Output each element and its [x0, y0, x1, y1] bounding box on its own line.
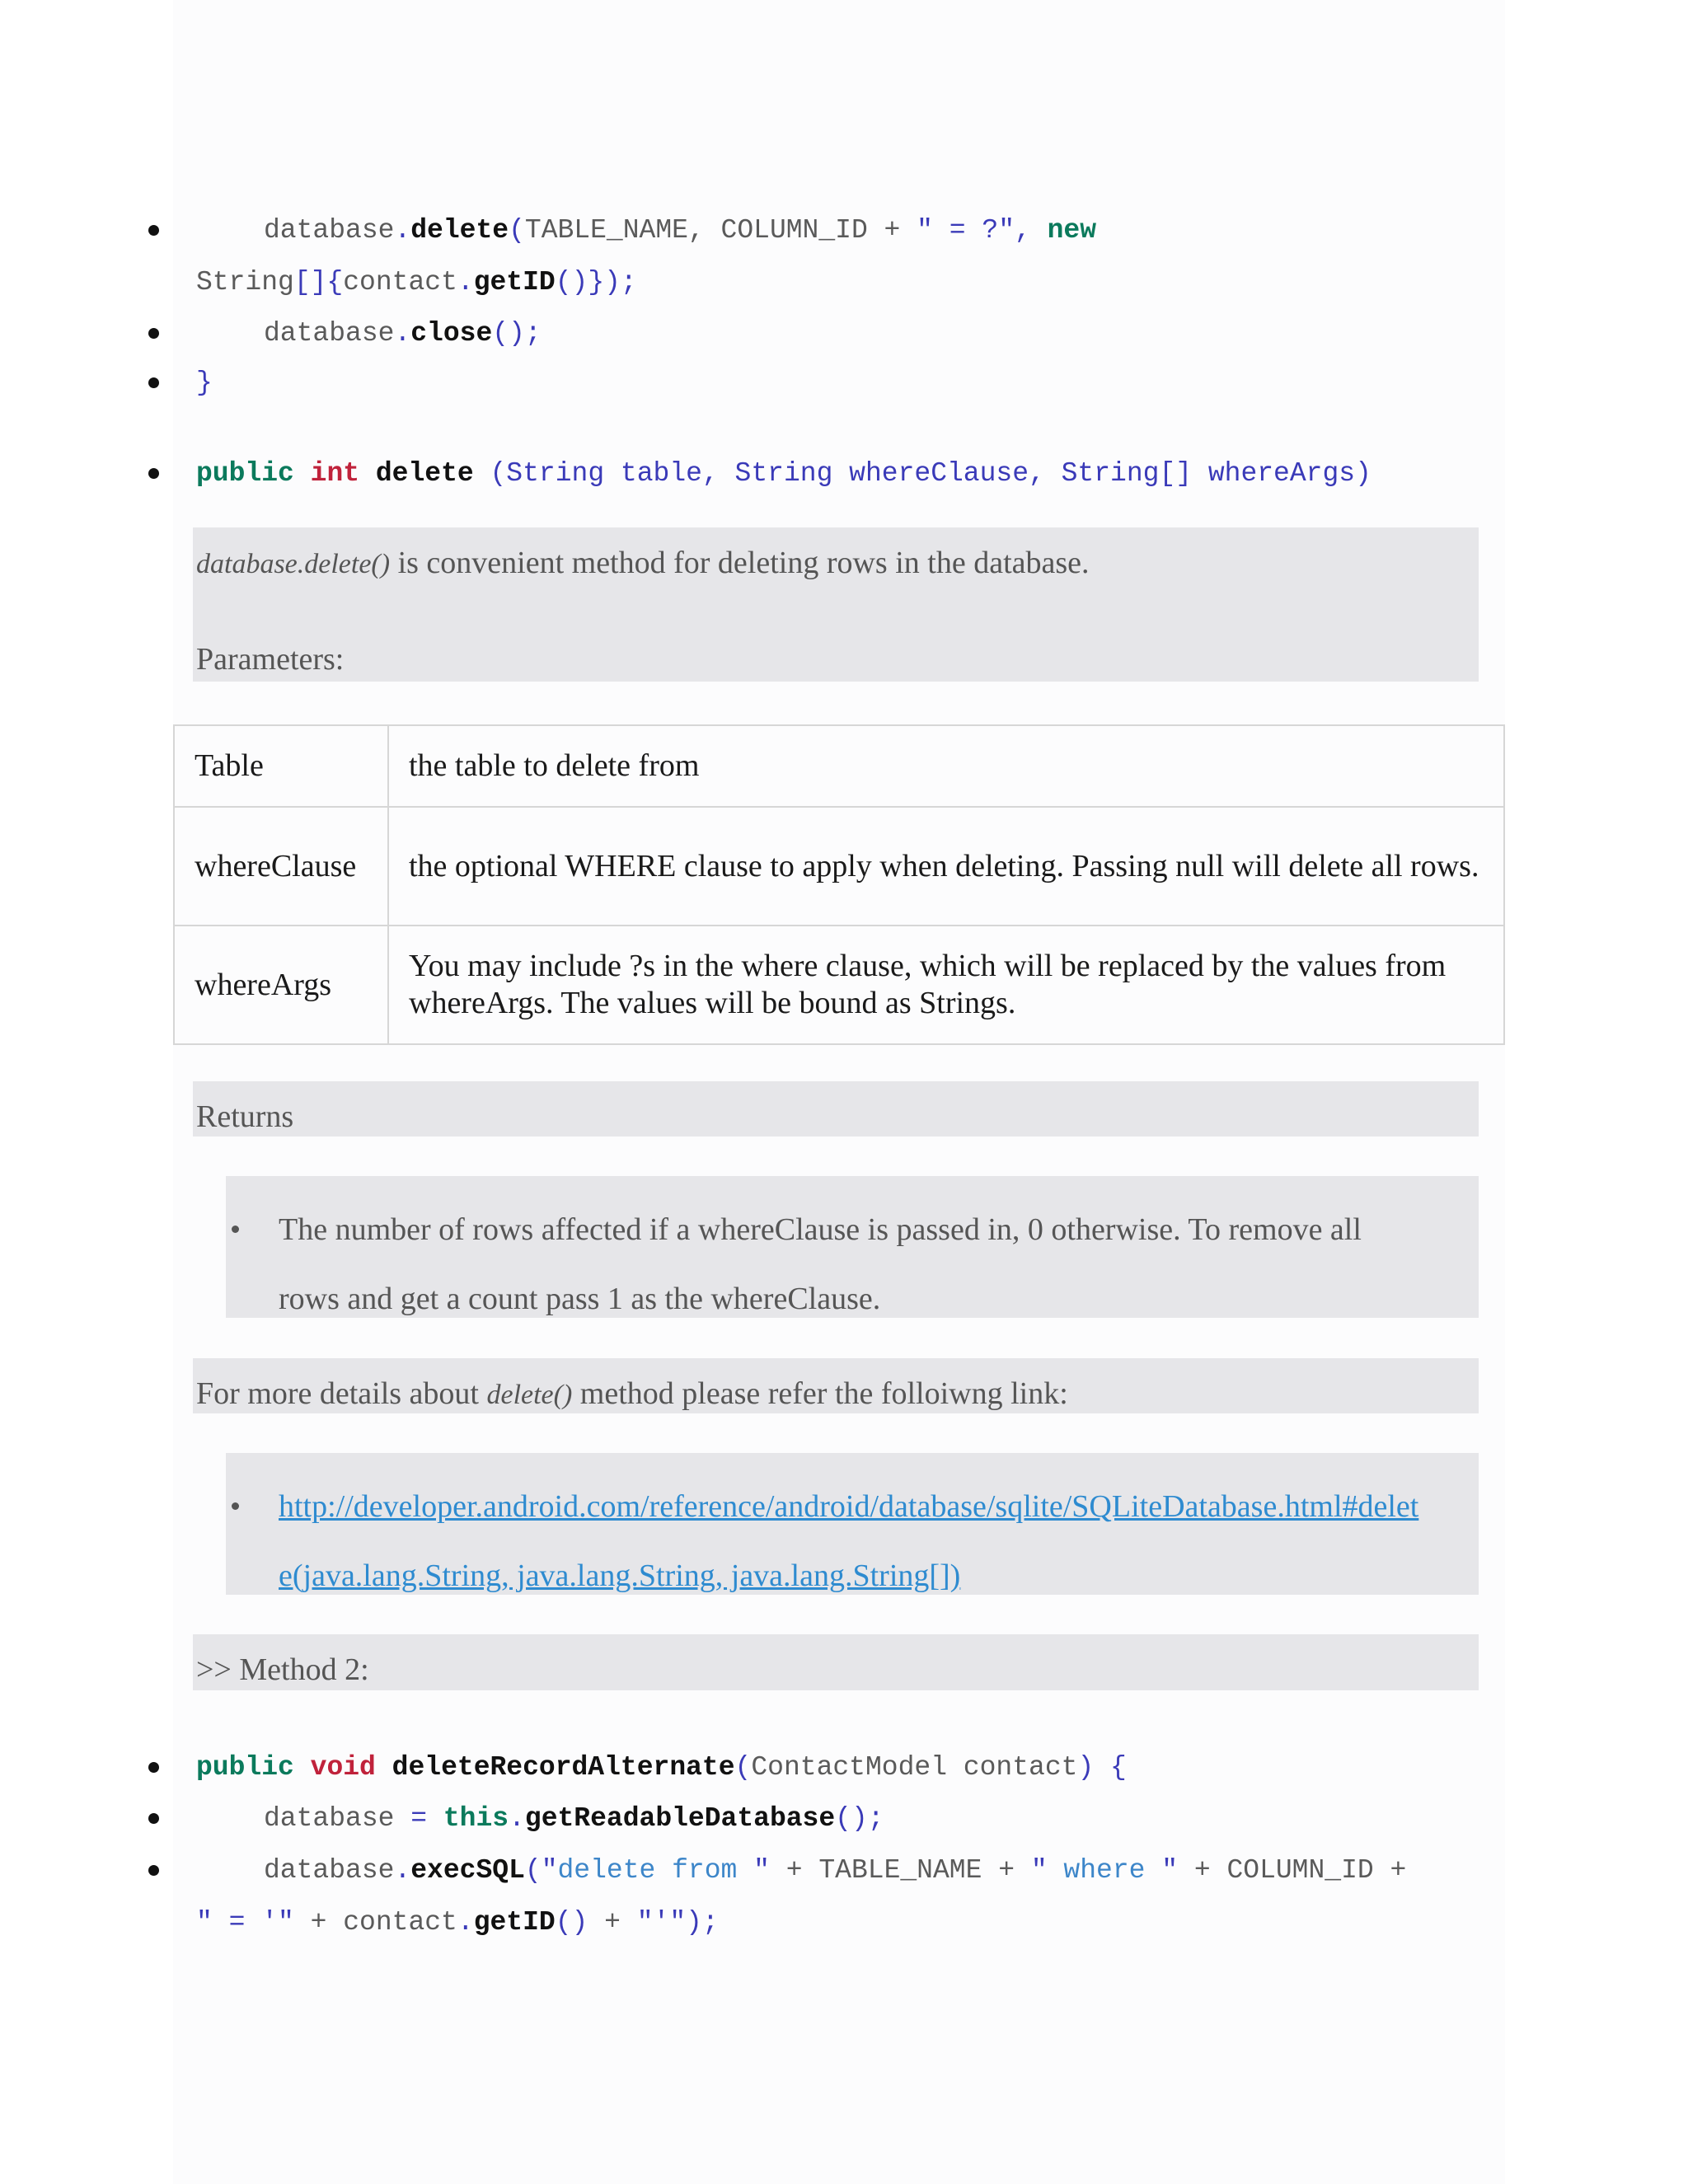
parameters-label: Parameters:	[196, 642, 345, 677]
param-name: whereArgs	[174, 926, 388, 1044]
method2-label: >> Method 2:	[196, 1652, 369, 1687]
code-line-method2-signature: public void deleteRecordAlternate(ContactModel contact) {	[196, 1752, 1127, 1783]
table-row	[174, 807, 1504, 926]
more-details-text: For more details about delete() method please refer the folloiwng link:	[196, 1376, 1068, 1411]
bullet	[148, 1865, 159, 1876]
bullet	[148, 468, 159, 479]
bullet	[232, 1226, 239, 1233]
method-signature: public int delete (String table, String whereClause, String[] whereArgs)	[196, 458, 1372, 489]
returns-text-line1: The number of rows affected if a whereClause is passed in, 0 otherwise. To remove all	[279, 1212, 1362, 1247]
param-name: whereClause	[174, 807, 388, 926]
table-row	[174, 725, 1504, 807]
description-text: database.delete() is convenient method for deleting rows in the database.	[196, 546, 1090, 580]
parameters-table	[173, 724, 1505, 1045]
bullet	[148, 225, 159, 236]
reference-link-line2[interactable]	[279, 1557, 960, 1595]
bullet	[148, 1762, 159, 1773]
bullet	[148, 328, 159, 339]
param-name: Table	[174, 725, 388, 807]
returns-label: Returns	[196, 1099, 294, 1134]
code-line-brace: }	[196, 368, 213, 398]
reference-link[interactable]: e(java.lang.String, java.lang.String, java.lang.String[])	[279, 1558, 961, 1593]
bullet	[148, 377, 159, 388]
code-line-close: database.close();	[264, 318, 542, 349]
returns-label-box	[193, 1081, 1479, 1137]
param-desc: the optional WHERE clause to apply when deleting. Passing null will delete all rows.	[388, 807, 1504, 926]
returns-text-line2: rows and get a count pass 1 as the whereClause.	[279, 1282, 881, 1316]
reference-link[interactable]: http://developer.android.com/reference/android/database/sqlite/SQLiteDatabase.html#delet	[279, 1489, 1419, 1524]
method2-box	[193, 1634, 1479, 1690]
table-row	[174, 926, 1504, 1044]
param-desc: the table to delete from	[388, 725, 1504, 807]
reference-link-line1[interactable]	[279, 1488, 1418, 1526]
code-line-execsql-cont: " = '" + contact.getID() + "'");	[196, 1907, 719, 1938]
bullet	[148, 1813, 159, 1824]
param-desc: You may include ?s in the where clause, which will be replaced by the values from whereArgs. The values will be bound as Strings.	[388, 926, 1504, 1044]
code-line-execsql: database.execSQL("delete from " + TABLE_NAME + " where " + COLUMN_ID +	[264, 1855, 1407, 1886]
bullet	[232, 1502, 239, 1510]
code-line-delete-call-cont: String[]{contact.getID()});	[196, 267, 637, 298]
code-line-get-readable: database = this.getReadableDatabase();	[264, 1803, 884, 1834]
code-line-delete-call: database.delete(TABLE_NAME, COLUMN_ID + " = ?", new	[264, 215, 1097, 246]
